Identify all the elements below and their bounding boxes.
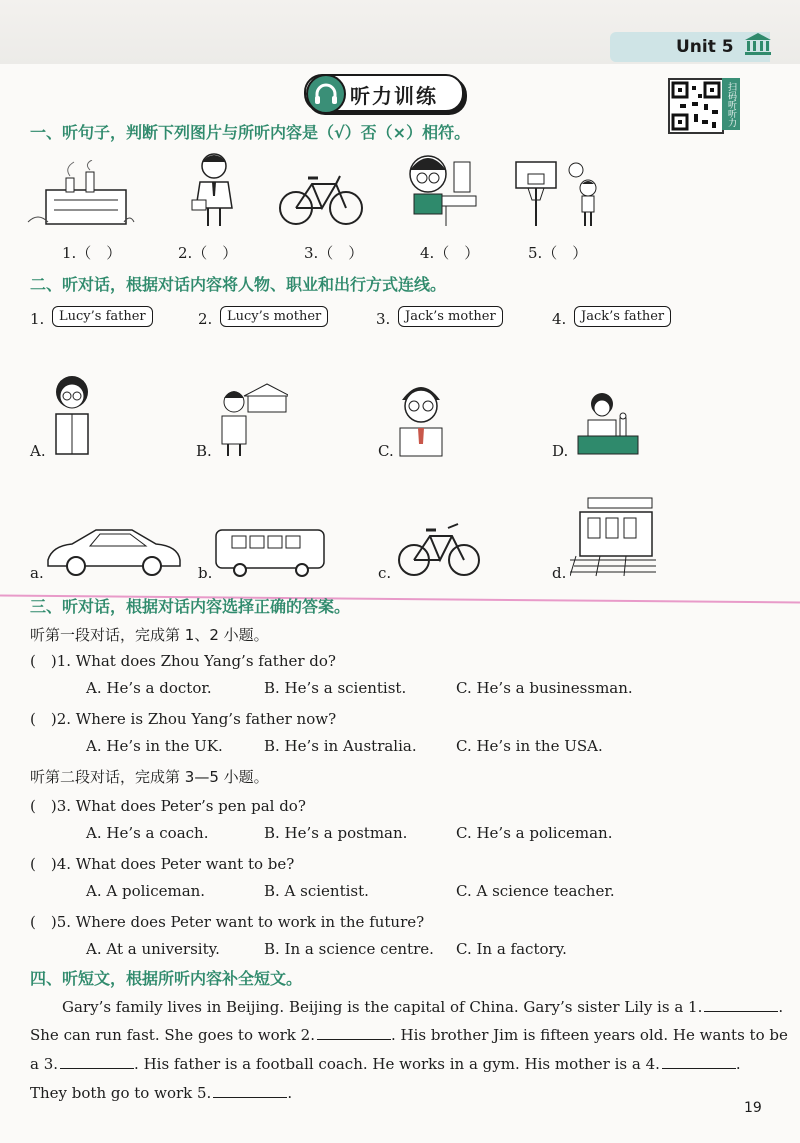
office-worker-picture: [402, 150, 478, 228]
q1-option-a[interactable]: A. He’s a doctor.: [86, 679, 212, 697]
q5-option-c[interactable]: C. In a factory.: [456, 940, 567, 958]
transport-a-label: a.: [30, 564, 44, 582]
building-icon: [744, 32, 772, 56]
unit-label: Unit 5: [676, 37, 734, 57]
blank-3[interactable]: [60, 1068, 134, 1069]
s1-item-3[interactable]: 3.（ ）: [304, 244, 364, 262]
q4-option-b[interactable]: B. A scientist.: [264, 882, 369, 900]
page-number: 19: [744, 1100, 762, 1116]
passage-text-6: They both go to work 5.: [30, 1084, 212, 1102]
person-2-label[interactable]: Lucy’s mother: [220, 306, 328, 327]
question-3[interactable]: ( )3. What does Peter’s pen pal do?: [30, 797, 306, 815]
passage-line-3: a 3. . His father is a football coach. He works in a gym. His mother is a 4. .: [30, 1055, 741, 1073]
headphones-icon: [306, 74, 346, 114]
part1-heading: 听第一段对话，完成第 1、2 小题。: [30, 626, 269, 644]
person-1-label[interactable]: Lucy’s father: [52, 306, 153, 327]
job-B-label: B.: [196, 442, 212, 460]
question-1[interactable]: ( )1. What does Zhou Yang’s father do?: [30, 652, 336, 670]
person-3-label[interactable]: Jack’s mother: [398, 306, 503, 327]
passage-text-2: She can run fast. She goes to work 2.: [30, 1026, 315, 1044]
q2-option-b[interactable]: B. He’s in Australia.: [264, 737, 417, 755]
transport-b-label: b.: [198, 564, 213, 582]
person-4-num: 4.: [552, 310, 567, 328]
passage-line-2: [30, 1026, 788, 1044]
tourist-picture: [214, 380, 288, 458]
doctor-woman-picture: [50, 372, 94, 458]
qr-label: 扫码听听力: [722, 78, 740, 130]
man-glasses-picture: [396, 378, 446, 458]
part2-heading: 听第二段对话，完成第 3—5 小题。: [30, 768, 269, 786]
question-2[interactable]: ( )2. Where is Zhou Yang’s father now?: [30, 710, 337, 728]
section3-title: 三、听对话，根据对话内容选择正确的答案。: [30, 597, 351, 616]
factory-picture: [26, 160, 136, 226]
job-D-label: D.: [552, 442, 569, 460]
transport-c-label: c.: [378, 564, 392, 582]
job-C-label: C.: [378, 442, 394, 460]
q3-option-c[interactable]: C. He’s a policeman.: [456, 824, 613, 842]
person-3-num: 3.: [376, 310, 391, 328]
q3-option-b[interactable]: B. He’s a postman.: [264, 824, 408, 842]
qr-code[interactable]: [668, 78, 724, 134]
banner-title: 听力训练: [350, 84, 438, 108]
q4-option-c[interactable]: C. A science teacher.: [456, 882, 615, 900]
bike-picture: [396, 518, 482, 578]
subway-picture: [570, 494, 656, 578]
blank-1[interactable]: [704, 1011, 778, 1012]
q1-option-c[interactable]: C. He’s a businessman.: [456, 679, 633, 697]
businessman-picture: [186, 148, 242, 228]
q2-option-c[interactable]: C. He’s in the USA.: [456, 737, 603, 755]
blank-2[interactable]: [317, 1039, 391, 1040]
question-4[interactable]: ( )4. What does Peter want to be?: [30, 855, 295, 873]
s1-item-1[interactable]: 1.（ ）: [62, 244, 122, 262]
question-5[interactable]: ( )5. Where does Peter want to work in the future?: [30, 913, 425, 931]
basketball-boy-picture: [510, 154, 606, 228]
q5-option-b[interactable]: B. In a science centre.: [264, 940, 434, 958]
q3-option-a[interactable]: A. He’s a coach.: [86, 824, 209, 842]
section2-title: 二、听对话，根据对话内容将人物、职业和出行方式连线。: [30, 275, 447, 294]
q1-option-b[interactable]: B. He’s a scientist.: [264, 679, 407, 697]
passage-line-1: Gary’s family lives in Beijing. Beijing is the capital of China. Gary’s sister Lily is a 1. .: [62, 998, 784, 1016]
s1-item-5[interactable]: 5.（ ）: [528, 244, 588, 262]
person-4-label[interactable]: Jack’s father: [574, 306, 671, 327]
person-2-num: 2.: [198, 310, 213, 328]
s1-item-2[interactable]: 2.（ ）: [178, 244, 238, 262]
passage-text-5: . His father is a football coach. He works in a gym. His mother is a 4.: [134, 1055, 660, 1073]
transport-d-label: d.: [552, 564, 567, 582]
scientist-picture: [572, 388, 644, 458]
passage-text-4: a 3.: [30, 1055, 59, 1073]
passage-text-1: Gary’s family lives in Beijing. Beijing is the capital of China. Gary’s sister Lily is a 1.: [62, 998, 703, 1016]
passage-line-4: They both go to work 5. .: [30, 1084, 293, 1102]
car-picture: [44, 526, 184, 578]
bicycle-picture: [276, 170, 366, 228]
blank-5[interactable]: [213, 1097, 287, 1098]
blank-4[interactable]: [662, 1068, 736, 1069]
job-A-label: A.: [30, 442, 46, 460]
person-1-num: 1.: [30, 310, 45, 328]
bus-picture: [214, 526, 326, 578]
q5-option-a[interactable]: A. At a university.: [86, 940, 220, 958]
section4-title: 四、听短文，根据所听内容补全短文。: [30, 969, 303, 988]
q2-option-a[interactable]: A. He’s in the UK.: [86, 737, 223, 755]
section1-title: 一、听句子，判断下列图片与所听内容是（√）否（×）相符。: [30, 123, 471, 142]
q4-option-a[interactable]: A. A policeman.: [86, 882, 206, 900]
passage-text-3: . His brother Jim is fifteen years old. He wants to be: [390, 1026, 788, 1044]
s1-item-4[interactable]: 4.（ ）: [420, 244, 480, 262]
